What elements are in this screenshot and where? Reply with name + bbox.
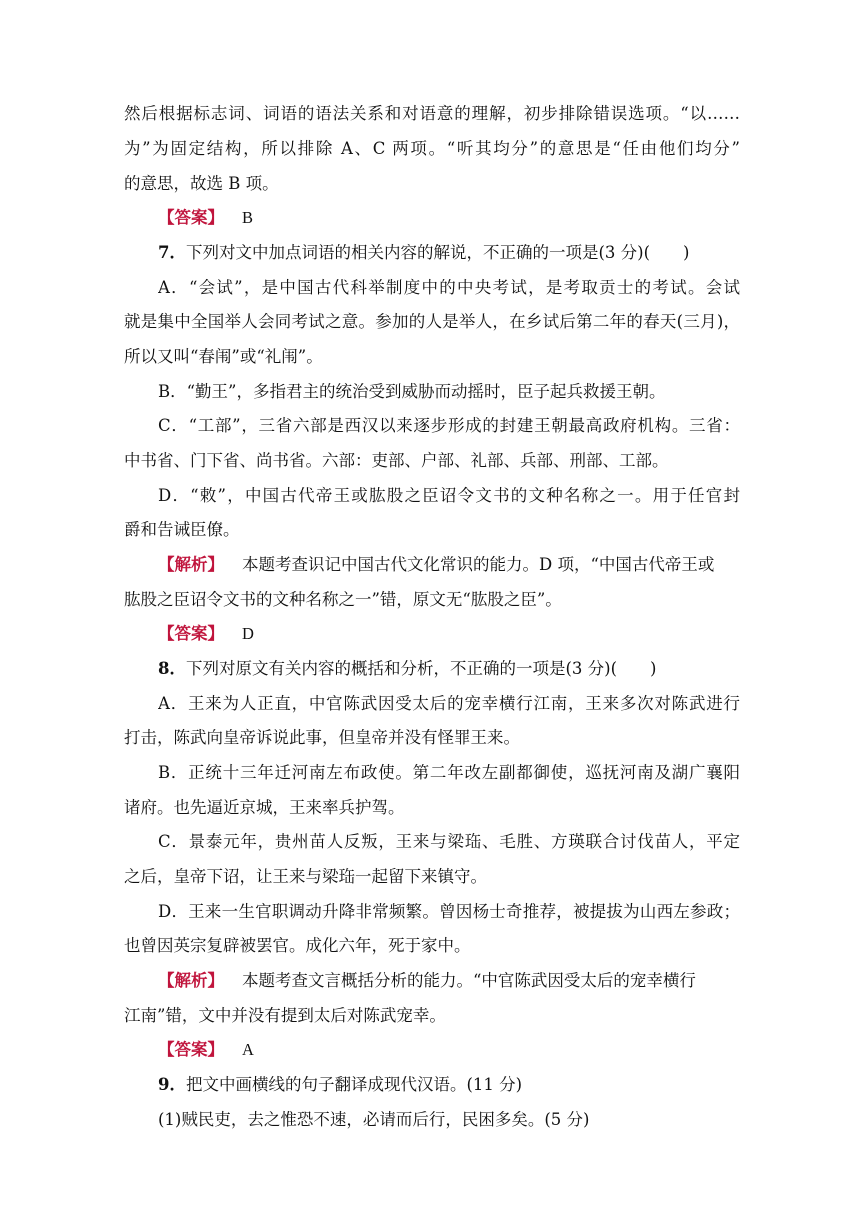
question-9: 9．把文中画横线的句子翻译成现代汉语。(11 分) — [158, 1075, 523, 1094]
text-line: 中书省、门下省、尚书省。六部：吏部、户部、礼部、兵部、刑部、工部。 — [124, 451, 669, 470]
option-a: A．“会试”，是中国古代科举制度中的中央考试，是考取贡士的考试。会试 — [158, 278, 740, 297]
text-line: 所以又叫“春闱”或“礼闱”。 — [124, 347, 323, 366]
answer-tag: 【答案】 — [158, 1040, 224, 1059]
answer-value: B — [242, 208, 254, 227]
question-number: 8． — [158, 659, 186, 678]
text-line: 诸府。也先逼近京城，王来率兵护驾。 — [124, 798, 405, 817]
text-line: 打击，陈武向皇帝诉说此事，但皇帝并没有怪罪王来。 — [124, 728, 520, 747]
answer-line — [158, 622, 740, 646]
text-line: 之后，皇帝下诏，让王来与梁珤一起留下来镇守。 — [124, 867, 487, 886]
option-c: C．景泰元年，贵州苗人反叛，王来与梁珤、毛胜、方瑛联合讨伐苗人，平定 — [158, 832, 740, 851]
text-line: 就是集中全国举人会同考试之意。参加的人是举人，在乡试后第二年的春天(三月)， — [124, 312, 740, 331]
option-d: D．王来一生官职调动升降非常频繁。曾因杨士奇推荐，被提拔为山西左参政； — [158, 902, 740, 921]
analysis-tag: 【解析】 — [158, 555, 224, 574]
analysis-line: 【解析】 本题考查识记中国古代文化常识的能力。D 项，“中国古代帝王或 — [158, 555, 715, 574]
question-number: 9． — [158, 1075, 186, 1094]
answer-line — [158, 1038, 740, 1062]
answer-tag: 【答案】 — [158, 208, 224, 227]
analysis-line: 【解析】 本题考查文言概括分析的能力。“中官陈武因受太后的宠幸横行 — [158, 971, 696, 990]
sub-question-1: (1)贼民吏，去之惟恐不速，必请而后行，民困多矣。(5 分) — [158, 1110, 590, 1129]
text-line: 然后根据标志词、词语的语法关系和对语意的理解，初步排除错误选项。“以…… — [124, 104, 740, 123]
option-d: D．“敕”，中国古代帝王或肱股之臣诏令文书的文种名称之一。用于任官封 — [158, 486, 740, 505]
text-line: 为”为固定结构，所以排除 A、C 两项。“听其均分”的意思是“任由他们均分” — [124, 139, 740, 158]
question-number: 7． — [158, 243, 186, 262]
text-line: 爵和告诫臣僚。 — [124, 520, 240, 539]
option-b: B．“勤王”，多指君主的统治受到威胁而动摇时，臣子起兵救援王朝。 — [158, 382, 666, 401]
text-line: 的意思，故选 B 项。 — [124, 174, 279, 193]
option-b: B．正统十三年迁河南左布政使。第二年改左副都御使，巡抚河南及湖广襄阳 — [158, 763, 740, 782]
option-c: C．“工部”，三省六部是西汉以来逐步形成的封建王朝最高政府机构。三省： — [158, 416, 740, 435]
answer-value: D — [242, 624, 254, 643]
text-line: 也曾因英宗复辟被罢官。成化六年，死于家中。 — [124, 936, 471, 955]
question-7: 7．下列对文中加点词语的相关内容的解说，不正确的一项是(3 分)( ) — [158, 243, 690, 262]
question-8: 8．下列对原文有关内容的概括和分析，不正确的一项是(3 分)( ) — [158, 659, 657, 678]
text-line: 江南”错，文中并没有提到太后对陈武宠幸。 — [124, 1006, 446, 1025]
analysis-tag: 【解析】 — [158, 971, 224, 990]
text-line: 肱股之臣诏令文书的文种名称之一”错，原文无“肱股之臣”。 — [124, 590, 562, 609]
answer-value: A — [242, 1040, 254, 1059]
answer-line — [158, 206, 740, 230]
answer-tag: 【答案】 — [158, 624, 224, 643]
option-a: A．王来为人正直，中官陈武因受太后的宠幸横行江南，王来多次对陈武进行 — [158, 694, 740, 713]
